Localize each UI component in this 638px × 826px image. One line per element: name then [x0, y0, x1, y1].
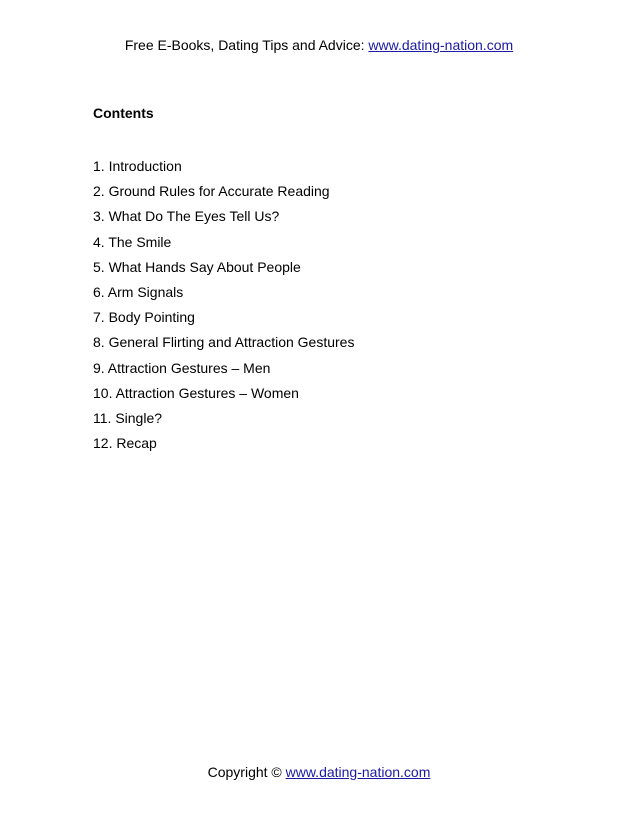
toc-item-introduction: 1. Introduction	[93, 158, 182, 174]
header-website-link[interactable]: www.dating-nation.com	[368, 37, 514, 53]
toc-item-single: 11. Single?	[93, 409, 163, 426]
header-text: Free E-Books, Dating Tips and Advice:	[124, 37, 369, 53]
page-footer	[0, 763, 638, 781]
toc-item-arm-signals: 6. Arm Signals	[93, 283, 184, 300]
toc-item-body-pointing: 7. Body Pointing	[93, 309, 195, 326]
page-header	[0, 36, 638, 54]
toc-item-flirting-gestures: 8. General Flirting and Attraction Gestures	[93, 334, 355, 351]
contents-heading: Contents	[93, 105, 154, 121]
footer-website-link[interactable]: www.dating-nation.com	[285, 764, 431, 780]
toc-item-gestures-women: 10. Attraction Gestures – Women	[93, 384, 299, 401]
toc-item-ground-rules: 2. Ground Rules for Accurate Reading	[93, 183, 330, 200]
footer-text: Copyright ©	[207, 764, 286, 780]
toc-item-hands: 5. What Hands Say About People	[93, 258, 301, 275]
table-of-contents	[93, 154, 354, 456]
toc-item-eyes: 3. What Do The Eyes Tell Us?	[93, 208, 280, 225]
toc-item-gestures-men: 9. Attraction Gestures – Men	[93, 359, 271, 376]
toc-item-smile: 4. The Smile	[93, 233, 172, 250]
toc-item-recap: 12. Recap	[93, 435, 157, 452]
